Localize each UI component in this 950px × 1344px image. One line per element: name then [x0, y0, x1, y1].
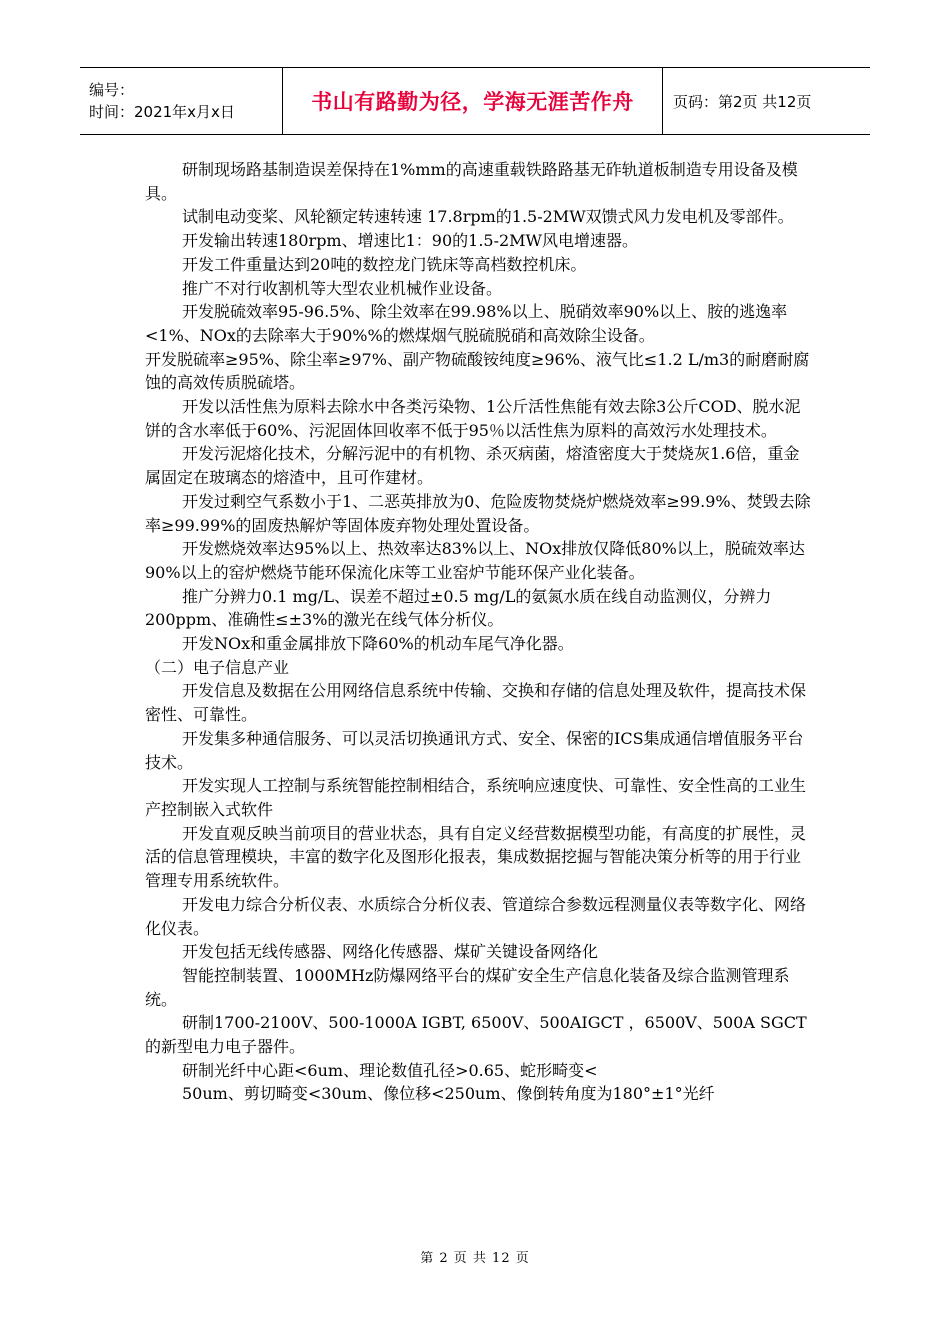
paragraph: 50um、剪切畸变<30um、像位移<250um、像倒转角度为180°±1°光纤 — [182, 1084, 715, 1104]
paragraph: 开发实现人工控制与系统智能控制相结合，系统响应速度快、可靠性、安全性高的工业生产控制嵌入式软件 — [145, 776, 807, 819]
page-footer: 第 2 页 共 12 页 — [420, 1251, 530, 1266]
number-label: 编号： — [89, 81, 135, 99]
paragraph: 开发污泥熔化技术，分解污泥中的有机物、杀灭病菌，熔渣密度大于焚烧灰1.6倍，重金属固定在玻璃态的熔渣中，且可作建材。 — [145, 444, 800, 488]
paragraph: 试制电动变桨、风轮额定转速转速 17.8rpm的1.5-2MW双馈式风力发电机及零部件。 — [182, 207, 794, 227]
header-meta — [80, 68, 283, 134]
paragraph: 研制光纤中心距<6um、理论数值孔径>0.65、蛇形畸变< — [182, 1060, 598, 1080]
paragraph: 开发集多种通信服务、可以灵活切换通讯方式、安全、保密的ICS集成通信增值服务平台技术。 — [145, 728, 804, 772]
paragraph: 开发脱硫效率95-96.5%、除尘效率在99.98%以上、脱硝效率90%以上、胺的逃逸率<1%、NOx的去除率大于90%%的燃煤烟气脱硫脱硝和高效除尘设备。 — [145, 302, 788, 345]
paragraph: 开发以活性焦为原料去除水中各类污染物、1公斤活性焦能有效去除3公斤COD、脱水泥饼的含水率低于60%、污泥固体回收率不低于95％以活性焦为原料的高效污水处理技术。 — [145, 397, 801, 440]
paragraph: 研制现场路基制造误差保持在1%mm的高速重载铁路路基无砟轨道板制造专用设备及模具。 — [145, 160, 798, 203]
time-label: 时间：2021年x月x日 — [89, 103, 235, 121]
paragraph: 智能控制装置、1000MHz防爆网络平台的煤矿安全生产信息化装备及综合监测管理系统。 — [145, 965, 790, 1009]
paragraph: 开发直观反映当前项目的营业状态，具有自定义经营数据模型功能，有高度的扩展性，灵活的信息管理模块，丰富的数字化及图形化报表，集成数据挖掘与智能决策分析等的用于行业管理专用系统软件。 — [145, 823, 807, 891]
paragraph: 开发工件重量达到20吨的数控龙门铣床等高档数控机床。 — [182, 254, 587, 274]
paragraph: （二）电子信息产业 — [145, 657, 290, 677]
header-motto: 书山有路勤为径，学海无涯苦作舟 — [283, 68, 663, 134]
document-body — [145, 158, 815, 1106]
paragraph: 推广不对行收割机等大型农业机械作业设备。 — [182, 278, 503, 298]
paragraph: 开发燃烧效率达95%以上、热效率达83%以上、NOx排放仅降低80%以上，脱硫效率达90%以上的窑炉燃烧节能环保流化床等工业窑炉节能环保产业化装备。 — [145, 539, 805, 582]
paragraph: 开发过剩空气系数小于1、二恶英排放为0、危险废物焚烧炉燃烧效率≥99.9%、焚毁去除率≥99.99%的固废热解炉等固体废弃物处理处置设备。 — [145, 491, 811, 535]
paragraph: 开发包括无线传感器、网络化传感器、煤矿关键设备网络化 — [182, 942, 599, 962]
paragraph: 开发信息及数据在公用网络信息系统中传输、交换和存储的信息处理及软件，提高技术保密性、可靠性。 — [145, 681, 807, 725]
paragraph: 开发电力综合分析仪表、水质综合分析仪表、管道综合参数远程测量仪表等数字化、网络化仪表。 — [145, 894, 807, 938]
page-header — [80, 67, 870, 135]
header-page-info: 页码：第2页 共12页 — [673, 92, 812, 111]
paragraph: 开发输出转速180rpm、增速比1：90的1.5-2MW风电增速器。 — [182, 231, 639, 251]
paragraph: 开发NOx和重金属排放下降60%的机动车尾气净化器。 — [182, 634, 574, 654]
paragraph: 开发脱硫率≥95%、除尘率≥97%、副产物硫酸铵纯度≥96%、液气比≤1.2 L/m3的耐磨耐腐蚀的高效传质脱硫塔。 — [145, 349, 810, 393]
paragraph: 推广分辨力0.1 mg/L、误差不超过±0.5 mg/L的氨氮水质在线自动监测仪，分辨力200ppm、准确性≤±3%的激光在线气体分析仪。 — [145, 586, 772, 630]
paragraph: 研制1700-2100V、500-1000A IGBT, 6500V、500AIGCT ，6500V、500A SGCT的新型电力电子器件。 — [145, 1013, 807, 1057]
